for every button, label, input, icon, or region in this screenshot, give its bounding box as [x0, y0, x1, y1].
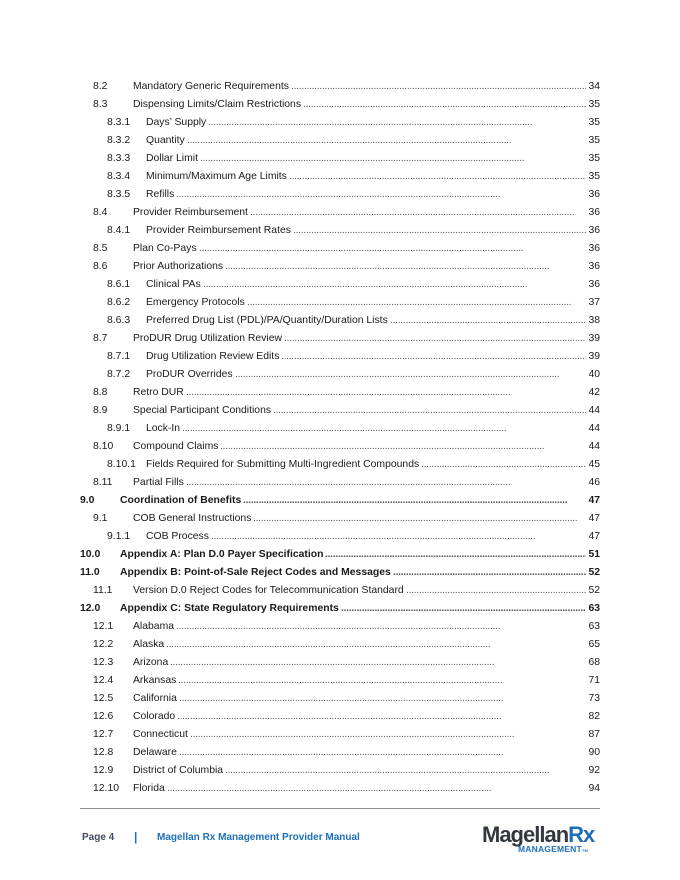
toc-dot-leader	[199, 240, 586, 258]
toc-entry-page: 47	[588, 495, 600, 506]
toc-entry-page: 44	[588, 423, 600, 434]
toc-dot-leader	[243, 492, 586, 510]
toc-entry[interactable]	[80, 726, 600, 744]
toc-entry[interactable]	[80, 402, 600, 420]
toc-entry-title: COB General Instructions	[133, 513, 252, 524]
footer-page-number: Page 4	[82, 832, 115, 843]
toc-entry-title: Appendix B: Point-of-Sale Reject Codes and Messages	[120, 567, 391, 578]
toc-dot-leader	[170, 654, 586, 672]
toc-dot-leader	[341, 600, 586, 618]
toc-entry-page: 65	[588, 639, 600, 650]
toc-entry-number: 8.4.1	[107, 225, 131, 236]
toc-entry[interactable]	[80, 168, 600, 186]
toc-entry[interactable]	[80, 420, 600, 438]
toc-entry[interactable]	[80, 258, 600, 276]
toc-dot-leader	[208, 114, 586, 132]
toc-entry-title: COB Process	[146, 531, 209, 542]
toc-entry-page: 52	[588, 585, 600, 596]
toc-entry[interactable]	[80, 672, 600, 690]
toc-entry[interactable]	[80, 294, 600, 312]
toc-entry-title: Mandatory Generic Requirements	[133, 81, 289, 92]
toc-entry-title: Coordination of Benefits	[120, 495, 242, 506]
toc-entry-number: 12.9	[93, 765, 114, 776]
toc-entry-number: 8.7	[93, 333, 108, 344]
toc-entry-page: 71	[588, 675, 600, 686]
toc-entry-page: 45	[588, 459, 600, 470]
toc-entry-page: 39	[588, 333, 600, 344]
toc-entry[interactable]	[80, 510, 600, 528]
toc-entry[interactable]	[80, 186, 600, 204]
toc-dot-leader	[190, 726, 586, 744]
toc-entry[interactable]	[80, 78, 600, 96]
toc-dot-leader	[225, 258, 586, 276]
toc-dot-leader	[225, 762, 586, 780]
toc-entry-page: 36	[588, 261, 600, 272]
toc-entry[interactable]	[80, 438, 600, 456]
toc-entry-page: 46	[588, 477, 600, 488]
toc-entry-number: 12.5	[93, 693, 114, 704]
toc-entry-page: 40	[588, 369, 600, 380]
toc-entry-title: Dispensing Limits/Claim Restrictions	[133, 99, 302, 110]
toc-entry-title: ProDUR Overrides	[146, 369, 233, 380]
toc-entry-page: 36	[588, 243, 600, 254]
toc-entry-number: 8.4	[93, 207, 108, 218]
toc-entry-title: Alaska	[133, 639, 165, 650]
toc-entry-page: 36	[588, 279, 600, 290]
toc-entry-page: 47	[588, 531, 600, 542]
toc-entry-number: 8.10.1	[107, 459, 136, 470]
toc-entry-number: 8.3.1	[107, 117, 131, 128]
toc-entry[interactable]	[80, 690, 600, 708]
toc-entry-number: 9.1.1	[107, 531, 131, 542]
toc-entry-title: Lock-In	[146, 423, 181, 434]
toc-entry-title: Compound Claims	[133, 441, 219, 452]
toc-dot-leader	[253, 510, 586, 528]
footer-document-title: Magellan Rx Management Provider Manual	[157, 832, 360, 843]
toc-entry-title: Special Participant Conditions	[133, 405, 272, 416]
toc-entry-page: 36	[588, 225, 600, 236]
footer-divider	[80, 808, 600, 809]
toc-entry-page: 39	[588, 351, 600, 362]
toc-entry-number: 12.2	[93, 639, 114, 650]
toc-entry-number: 11.0	[80, 567, 100, 578]
toc-dot-leader	[284, 330, 586, 348]
toc-entry[interactable]	[80, 546, 600, 564]
toc-entry[interactable]	[80, 708, 600, 726]
toc-entry-page: 52	[588, 567, 600, 578]
toc-entry-page: 42	[588, 387, 600, 398]
toc-entry-page: 38	[588, 315, 600, 326]
toc-entry-number: 8.3	[93, 99, 108, 110]
toc-dot-leader	[406, 582, 586, 600]
toc-entry-number: 9.1	[93, 513, 108, 524]
toc-entry-number: 12.7	[93, 729, 114, 740]
toc-dot-leader	[166, 636, 586, 654]
toc-dot-leader	[176, 618, 586, 636]
toc-dot-leader	[176, 186, 586, 204]
toc-entry-page: 63	[588, 621, 600, 632]
toc-entry-title: Refills	[146, 189, 175, 200]
toc-dot-leader	[178, 672, 586, 690]
toc-entry-page: 44	[588, 405, 600, 416]
toc-entry-page: 35	[588, 135, 600, 146]
toc-entry-number: 8.6	[93, 261, 108, 272]
toc-dot-leader	[182, 420, 586, 438]
toc-entry-number: 11.1	[93, 585, 113, 596]
toc-entry[interactable]	[80, 384, 600, 402]
toc-entry[interactable]	[80, 276, 600, 294]
toc-dot-leader	[186, 384, 586, 402]
toc-entry[interactable]	[80, 780, 600, 798]
toc-dot-leader	[250, 204, 586, 222]
toc-entry-title: Version D.0 Reject Codes for Telecommunication Standard	[133, 585, 404, 596]
toc-entry[interactable]	[80, 204, 600, 222]
toc-entry[interactable]	[80, 564, 600, 582]
toc-dot-leader	[291, 78, 586, 96]
toc-dot-leader	[293, 222, 586, 240]
toc-entry-number: 8.7.2	[107, 369, 131, 380]
toc-entry[interactable]	[80, 348, 600, 366]
toc-entry-title: Retro DUR	[133, 387, 184, 398]
toc-entry-number: 8.6.1	[107, 279, 131, 290]
toc-entry-title: District of Columbia	[133, 765, 224, 776]
toc-entry[interactable]	[80, 96, 600, 114]
toc-dot-leader	[220, 438, 586, 456]
toc-entry-title: Drug Utilization Review Edits	[146, 351, 280, 362]
toc-entry-number: 8.7.1	[107, 351, 131, 362]
toc-entry[interactable]	[80, 132, 600, 150]
toc-entry[interactable]	[80, 528, 600, 546]
toc-entry-number: 8.11	[93, 477, 113, 488]
toc-entry-page: 36	[588, 207, 600, 218]
logo-wordmark	[482, 824, 594, 846]
toc-dot-leader	[211, 528, 586, 546]
toc-dot-leader	[247, 294, 586, 312]
toc-entry-page: 90	[588, 747, 600, 758]
toc-dot-leader	[179, 690, 586, 708]
toc-entry[interactable]	[80, 150, 600, 168]
toc-entry-title: ProDUR Drug Utilization Review	[133, 333, 282, 344]
toc-entry-title: Appendix A: Plan D.0 Payer Specification	[120, 549, 324, 560]
toc-entry[interactable]	[80, 456, 600, 474]
toc-entry-number: 8.3.3	[107, 153, 131, 164]
logo-subtitle	[518, 845, 588, 855]
toc-dot-leader	[289, 168, 586, 186]
toc-dot-leader	[273, 402, 586, 420]
toc-entry-number: 8.9.1	[107, 423, 131, 434]
toc-entry-number: 10.0	[80, 549, 101, 560]
toc-entry-page: 37	[588, 297, 600, 308]
toc-entry-number: 8.10	[93, 441, 114, 452]
toc-entry[interactable]	[80, 330, 600, 348]
toc-entry[interactable]	[80, 240, 600, 258]
toc-entry-title: Emergency Protocols	[146, 297, 245, 308]
toc-entry-title: Provider Reimbursement	[133, 207, 248, 218]
toc-entry-page: 35	[588, 171, 600, 182]
toc-entry-title: Dollar Limit	[146, 153, 198, 164]
toc-dot-leader	[177, 708, 586, 726]
toc-entry-number: 12.1	[93, 621, 114, 632]
toc-entry-title: Clinical PAs	[146, 279, 201, 290]
toc-entry-number: 8.6.3	[107, 315, 131, 326]
toc-entry-title: Colorado	[133, 711, 176, 722]
toc-entry-title: Plan Co-Pays	[133, 243, 197, 254]
toc-entry-title: Florida	[133, 783, 165, 794]
toc-entry-title: Delaware	[133, 747, 177, 758]
toc-entry-title: Connecticut	[133, 729, 188, 740]
toc-entry[interactable]	[80, 312, 600, 330]
toc-entry-number: 8.9	[93, 405, 108, 416]
logo-trademark: TM	[581, 848, 589, 853]
toc-entry-page: 35	[588, 117, 600, 128]
toc-dot-leader	[393, 564, 586, 582]
toc-entry-number: 8.3.5	[107, 189, 131, 200]
toc-entry-number: 8.3.2	[107, 135, 131, 146]
toc-entry-number: 8.3.4	[107, 171, 131, 182]
toc-entry-page: 47	[588, 513, 600, 524]
toc-entry-number: 8.6.2	[107, 297, 131, 308]
footer-separator: |	[134, 830, 138, 844]
toc-entry[interactable]	[80, 618, 600, 636]
toc-dot-leader	[325, 546, 586, 564]
toc-dot-leader	[186, 474, 586, 492]
toc-entry-title: Preferred Drug List (PDL)/PA/Quantity/Duration Lists	[146, 315, 388, 326]
toc-entry-title: Alabama	[133, 621, 175, 632]
toc-entry-number: 12.0	[80, 603, 101, 614]
toc-entry-title: Arkansas	[133, 675, 177, 686]
toc-entry-title: Partial Fills	[133, 477, 184, 488]
toc-dot-leader	[390, 312, 586, 330]
toc-dot-leader	[235, 366, 586, 384]
toc-dot-leader	[179, 744, 586, 762]
toc-entry[interactable]	[80, 366, 600, 384]
toc-entry-page: 63	[588, 603, 600, 614]
toc-entry[interactable]	[80, 114, 600, 132]
toc-entry-title: California	[133, 693, 177, 704]
toc-entry-title: Minimum/Maximum Age Limits	[146, 171, 287, 182]
toc-entry-title: Quantity	[146, 135, 185, 146]
toc-entry[interactable]	[80, 474, 600, 492]
toc-entry-title: Fields Required for Submitting Multi-Ingredient Compounds	[146, 459, 420, 470]
toc-entry-page: 68	[588, 657, 600, 668]
toc-entry[interactable]	[80, 636, 600, 654]
toc-entry-page: 51	[588, 549, 600, 560]
toc-dot-leader	[187, 132, 586, 150]
toc-entry-page: 73	[588, 693, 600, 704]
toc-entry-title: Days’ Supply	[146, 117, 207, 128]
toc-dot-leader	[421, 456, 586, 474]
toc-entry-page: 44	[588, 441, 600, 452]
toc-entry-number: 8.5	[93, 243, 108, 254]
toc-dot-leader	[303, 96, 586, 114]
toc-entry-number: 12.3	[93, 657, 114, 668]
toc-entry[interactable]	[80, 654, 600, 672]
toc-entry-page: 87	[588, 729, 600, 740]
toc-entry-title: Prior Authorizations	[133, 261, 224, 272]
magellan-rx-logo	[482, 824, 602, 856]
toc-entry[interactable]	[80, 582, 600, 600]
toc-entry-page: 82	[588, 711, 600, 722]
toc-entry-number: 12.8	[93, 747, 114, 758]
toc-dot-leader	[203, 276, 586, 294]
logo-word-magellan: Magellan	[482, 822, 569, 847]
toc-entry-number: 12.10	[93, 783, 120, 794]
toc-entry-number: 8.2	[93, 81, 108, 92]
toc-dot-leader	[200, 150, 586, 168]
toc-entry-title: Provider Reimbursement Rates	[146, 225, 291, 236]
toc-entry-title: Arizona	[133, 657, 169, 668]
toc-entry-number: 9.0	[80, 495, 95, 506]
toc-entry[interactable]	[80, 762, 600, 780]
toc-entry[interactable]	[80, 222, 600, 240]
toc-entry-page: 35	[588, 99, 600, 110]
toc-entry-page: 94	[588, 783, 600, 794]
toc-entry[interactable]	[80, 492, 600, 510]
toc-entry-title: Appendix C: State Regulatory Requirements	[120, 603, 339, 614]
toc-entry-number: 12.6	[93, 711, 114, 722]
logo-word-rx: Rx	[568, 822, 595, 847]
toc-entry-number: 8.8	[93, 387, 108, 398]
toc-entry-page: 36	[588, 189, 600, 200]
toc-entry-page: 92	[588, 765, 600, 776]
logo-subtitle-text: MANAGEMENT	[518, 844, 582, 854]
toc-entry-page: 35	[588, 153, 600, 164]
table-of-contents	[80, 78, 600, 798]
toc-dot-leader	[281, 348, 586, 366]
toc-dot-leader	[167, 780, 586, 798]
toc-entry-number: 12.4	[93, 675, 114, 686]
toc-entry[interactable]	[80, 744, 600, 762]
toc-entry[interactable]	[80, 600, 600, 618]
toc-entry-page: 34	[588, 81, 600, 92]
